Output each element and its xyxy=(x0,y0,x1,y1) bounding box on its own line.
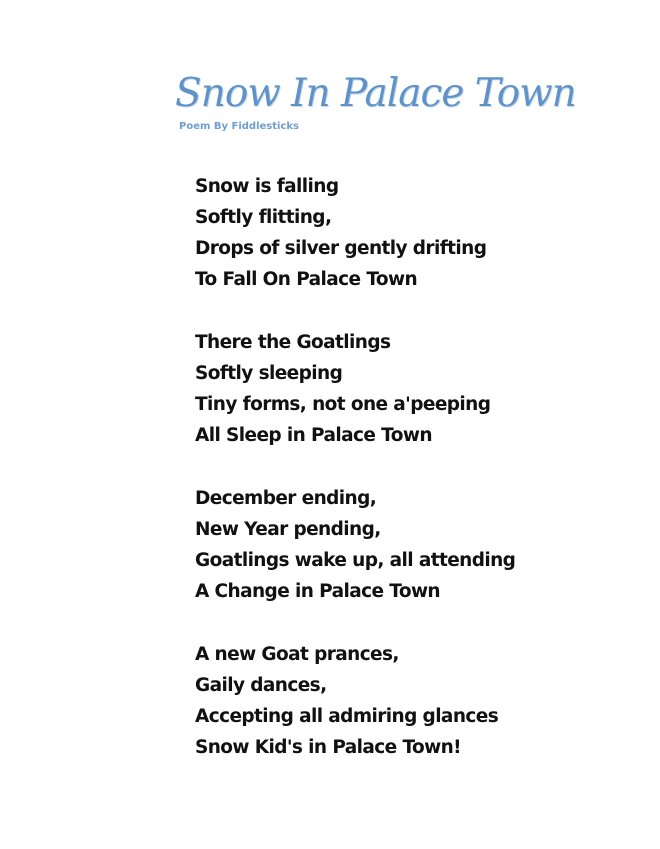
poem-line: Goatlings wake up, all attending xyxy=(195,550,516,571)
poem-line: Snow Kid's in Palace Town! xyxy=(195,737,462,758)
poem-body xyxy=(195,171,615,795)
poem-line: All Sleep in Palace Town xyxy=(195,425,432,446)
poem-line: Drops of silver gently drifting xyxy=(195,238,487,259)
poem-title: Snow In Palace Town xyxy=(175,71,576,116)
poem-line: Softly flitting, xyxy=(195,207,332,228)
poem-line: December ending, xyxy=(195,488,377,509)
poem-line: New Year pending, xyxy=(195,519,381,540)
poem-byline: Poem By Fiddlesticks xyxy=(179,121,299,132)
poem-line: Gaily dances, xyxy=(195,675,327,696)
poem-line: A Change in Palace Town xyxy=(195,581,441,602)
stanza-2 xyxy=(195,327,615,451)
poem-line: Softly sleeping xyxy=(195,363,343,384)
poem-line: Tiny forms, not one a'peeping xyxy=(195,394,491,415)
stanza-1 xyxy=(195,171,615,295)
poem-line: There the Goatlings xyxy=(195,332,391,353)
poem-line: Accepting all admiring glances xyxy=(195,706,499,727)
stanza-3 xyxy=(195,483,615,607)
title-block xyxy=(175,71,576,144)
poem-line: Snow is falling xyxy=(195,176,339,197)
poem-line: To Fall On Palace Town xyxy=(195,269,418,290)
stanza-4 xyxy=(195,639,615,763)
poem-line: A new Goat prances, xyxy=(195,644,399,665)
